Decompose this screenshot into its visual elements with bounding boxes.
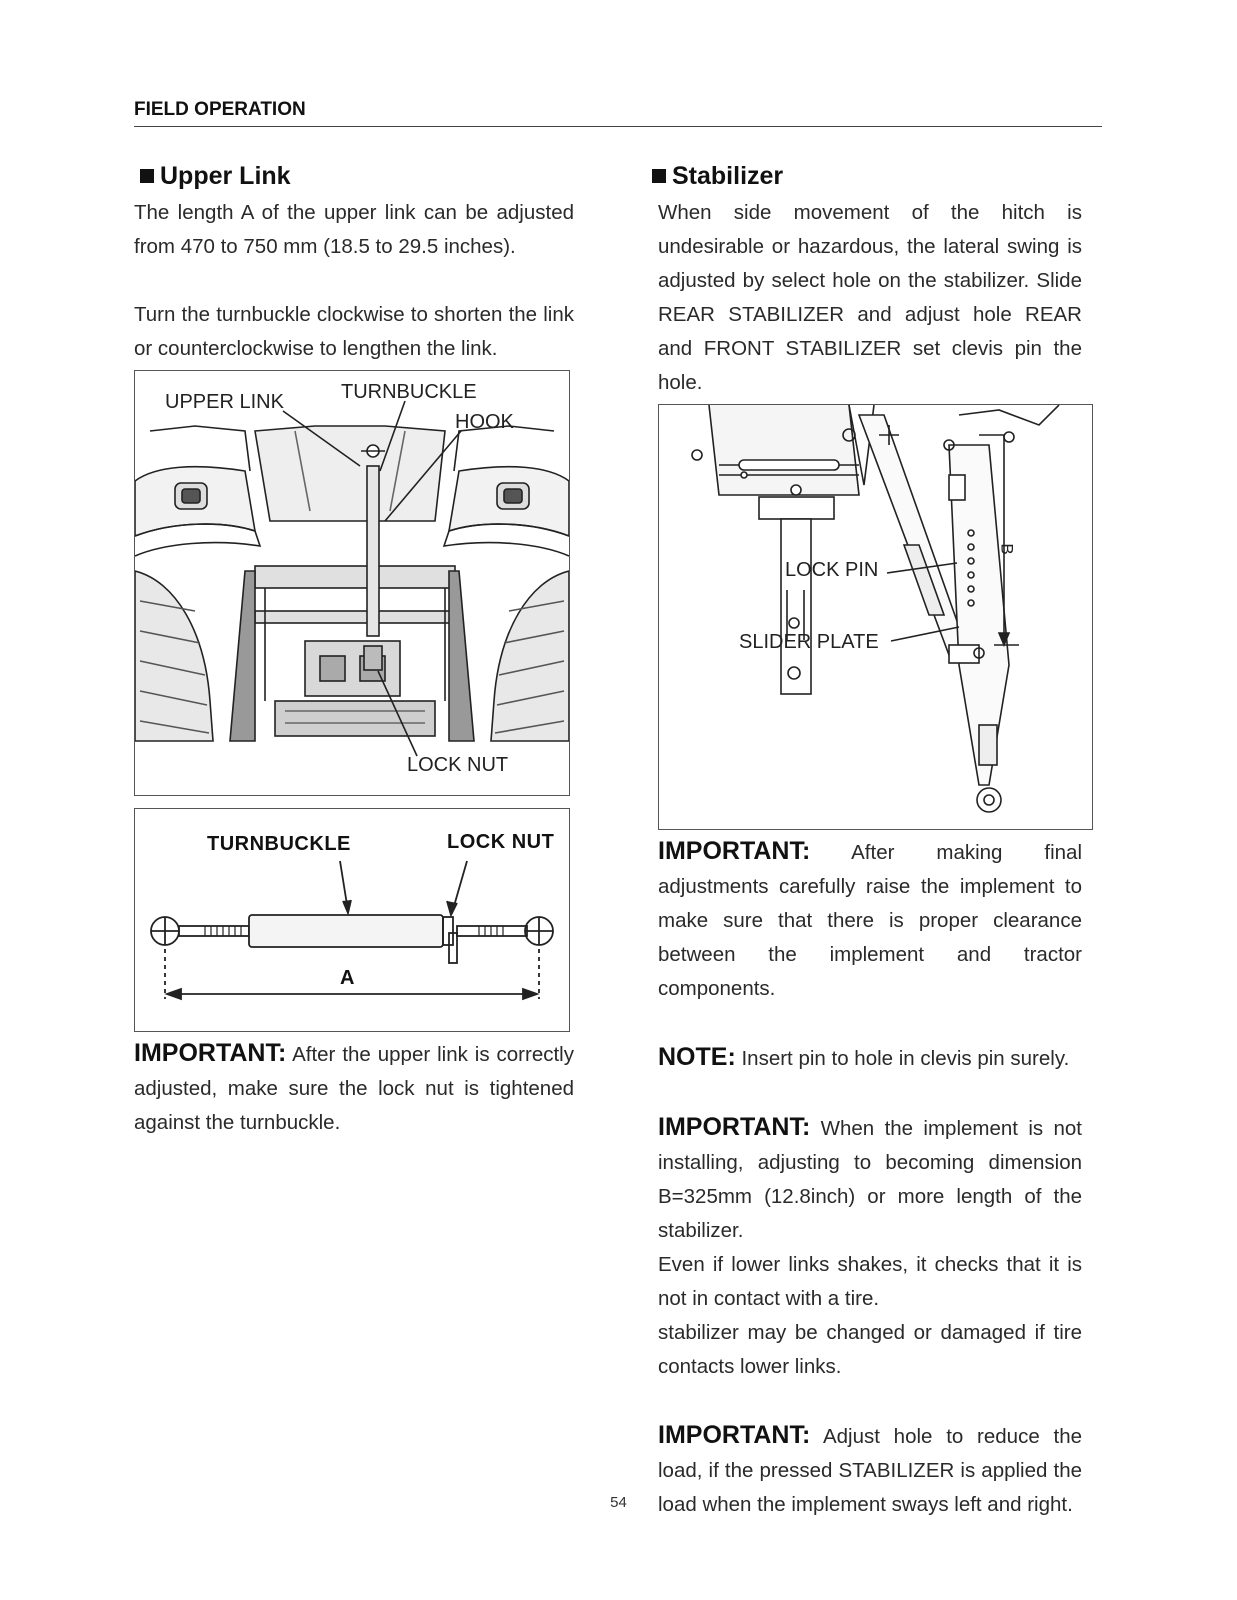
dimension-b-label: B bbox=[997, 543, 1017, 555]
left-column bbox=[134, 160, 574, 1140]
square-bullet-icon bbox=[140, 169, 154, 183]
stabilizer-important-1 bbox=[658, 834, 1082, 1006]
stabilizer-note bbox=[658, 1040, 1082, 1076]
upper-link-paragraph-1: The length A of the upper link can be adjusted from 470 to 750 mm (18.5 to 29.5 inches). bbox=[134, 201, 574, 258]
note-label: NOTE: bbox=[658, 1043, 736, 1071]
square-bullet-icon bbox=[652, 169, 666, 183]
turnbuckle-diagram-figure bbox=[134, 808, 570, 1032]
page-number: 54 bbox=[610, 1494, 627, 1511]
upper-link-important-note bbox=[134, 1036, 574, 1140]
turnbuckle-label: TURNBUCKLE bbox=[341, 381, 477, 403]
stabilizer-paragraph-2: Even if lower links shakes, it checks that it is not in contact with a tire. bbox=[658, 1253, 1082, 1310]
lock-pin-label: LOCK PIN bbox=[785, 559, 879, 581]
upper-link-paragraph-2: Turn the turnbuckle clockwise to shorten the link or counterclockwise to lengthen the link. bbox=[134, 303, 574, 360]
stabilizer-drawing bbox=[659, 405, 1092, 829]
turnbuckle-diagram-label: TURNBUCKLE bbox=[207, 833, 351, 855]
header-divider bbox=[134, 126, 1102, 127]
stabilizer-important-2 bbox=[658, 1110, 1082, 1248]
important-text: After the upper link is correctly adjusted, make sure the lock nut is tightened against the turnbuckle. bbox=[134, 1043, 574, 1134]
lock-nut-label: LOCK NUT bbox=[407, 754, 509, 776]
important-text: When the implement is not installing, adjusting to becoming dimension B=325mm (12.8inch) or more length of the stabilizer. bbox=[658, 1117, 1082, 1242]
slider-plate-label: SLIDER PLATE bbox=[739, 631, 879, 653]
upper-link-heading bbox=[134, 160, 574, 192]
important-label: IMPORTANT: bbox=[134, 1039, 287, 1067]
important-label: IMPORTANT: bbox=[658, 1421, 811, 1449]
important-label: IMPORTANT: bbox=[658, 837, 811, 865]
upper-link-label: UPPER LINK bbox=[165, 391, 284, 413]
upper-link-heading-text: Upper Link bbox=[160, 162, 291, 190]
right-column bbox=[658, 160, 1082, 1522]
important-label: IMPORTANT: bbox=[658, 1113, 811, 1141]
stabilizer-figure bbox=[658, 404, 1093, 830]
section-header: FIELD OPERATION bbox=[134, 99, 306, 120]
lock-nut-diagram-label: LOCK NUT bbox=[447, 831, 555, 853]
tractor-rear-figure bbox=[134, 370, 570, 796]
stabilizer-paragraph-3: stabilizer may be changed or damaged if tire contacts lower links. bbox=[658, 1321, 1082, 1378]
important-text: Adjust hole to reduce the load, if the pressed STABILIZER is applied the load when the implement sways left and right. bbox=[658, 1425, 1082, 1516]
note-text: Insert pin to hole in clevis pin surely. bbox=[741, 1047, 1070, 1070]
stabilizer-heading bbox=[658, 160, 1082, 192]
important-text: After making final adjustments carefully raise the implement to make sure that there is proper clearance between the implement and tractor components. bbox=[658, 841, 1082, 1000]
hook-label: HOOK bbox=[455, 411, 514, 433]
dimension-a-label: A bbox=[340, 967, 355, 989]
stabilizer-heading-text: Stabilizer bbox=[672, 162, 784, 190]
stabilizer-paragraph-1: When side movement of the hitch is undesirable or hazardous, the lateral swing is adjusted by select hole on the stabilizer. Slide REAR STABILIZER and adjust hole REAR and FRONT STABILIZER set clevis pin the hole. bbox=[658, 201, 1082, 394]
tractor-rear-drawing bbox=[135, 371, 569, 795]
